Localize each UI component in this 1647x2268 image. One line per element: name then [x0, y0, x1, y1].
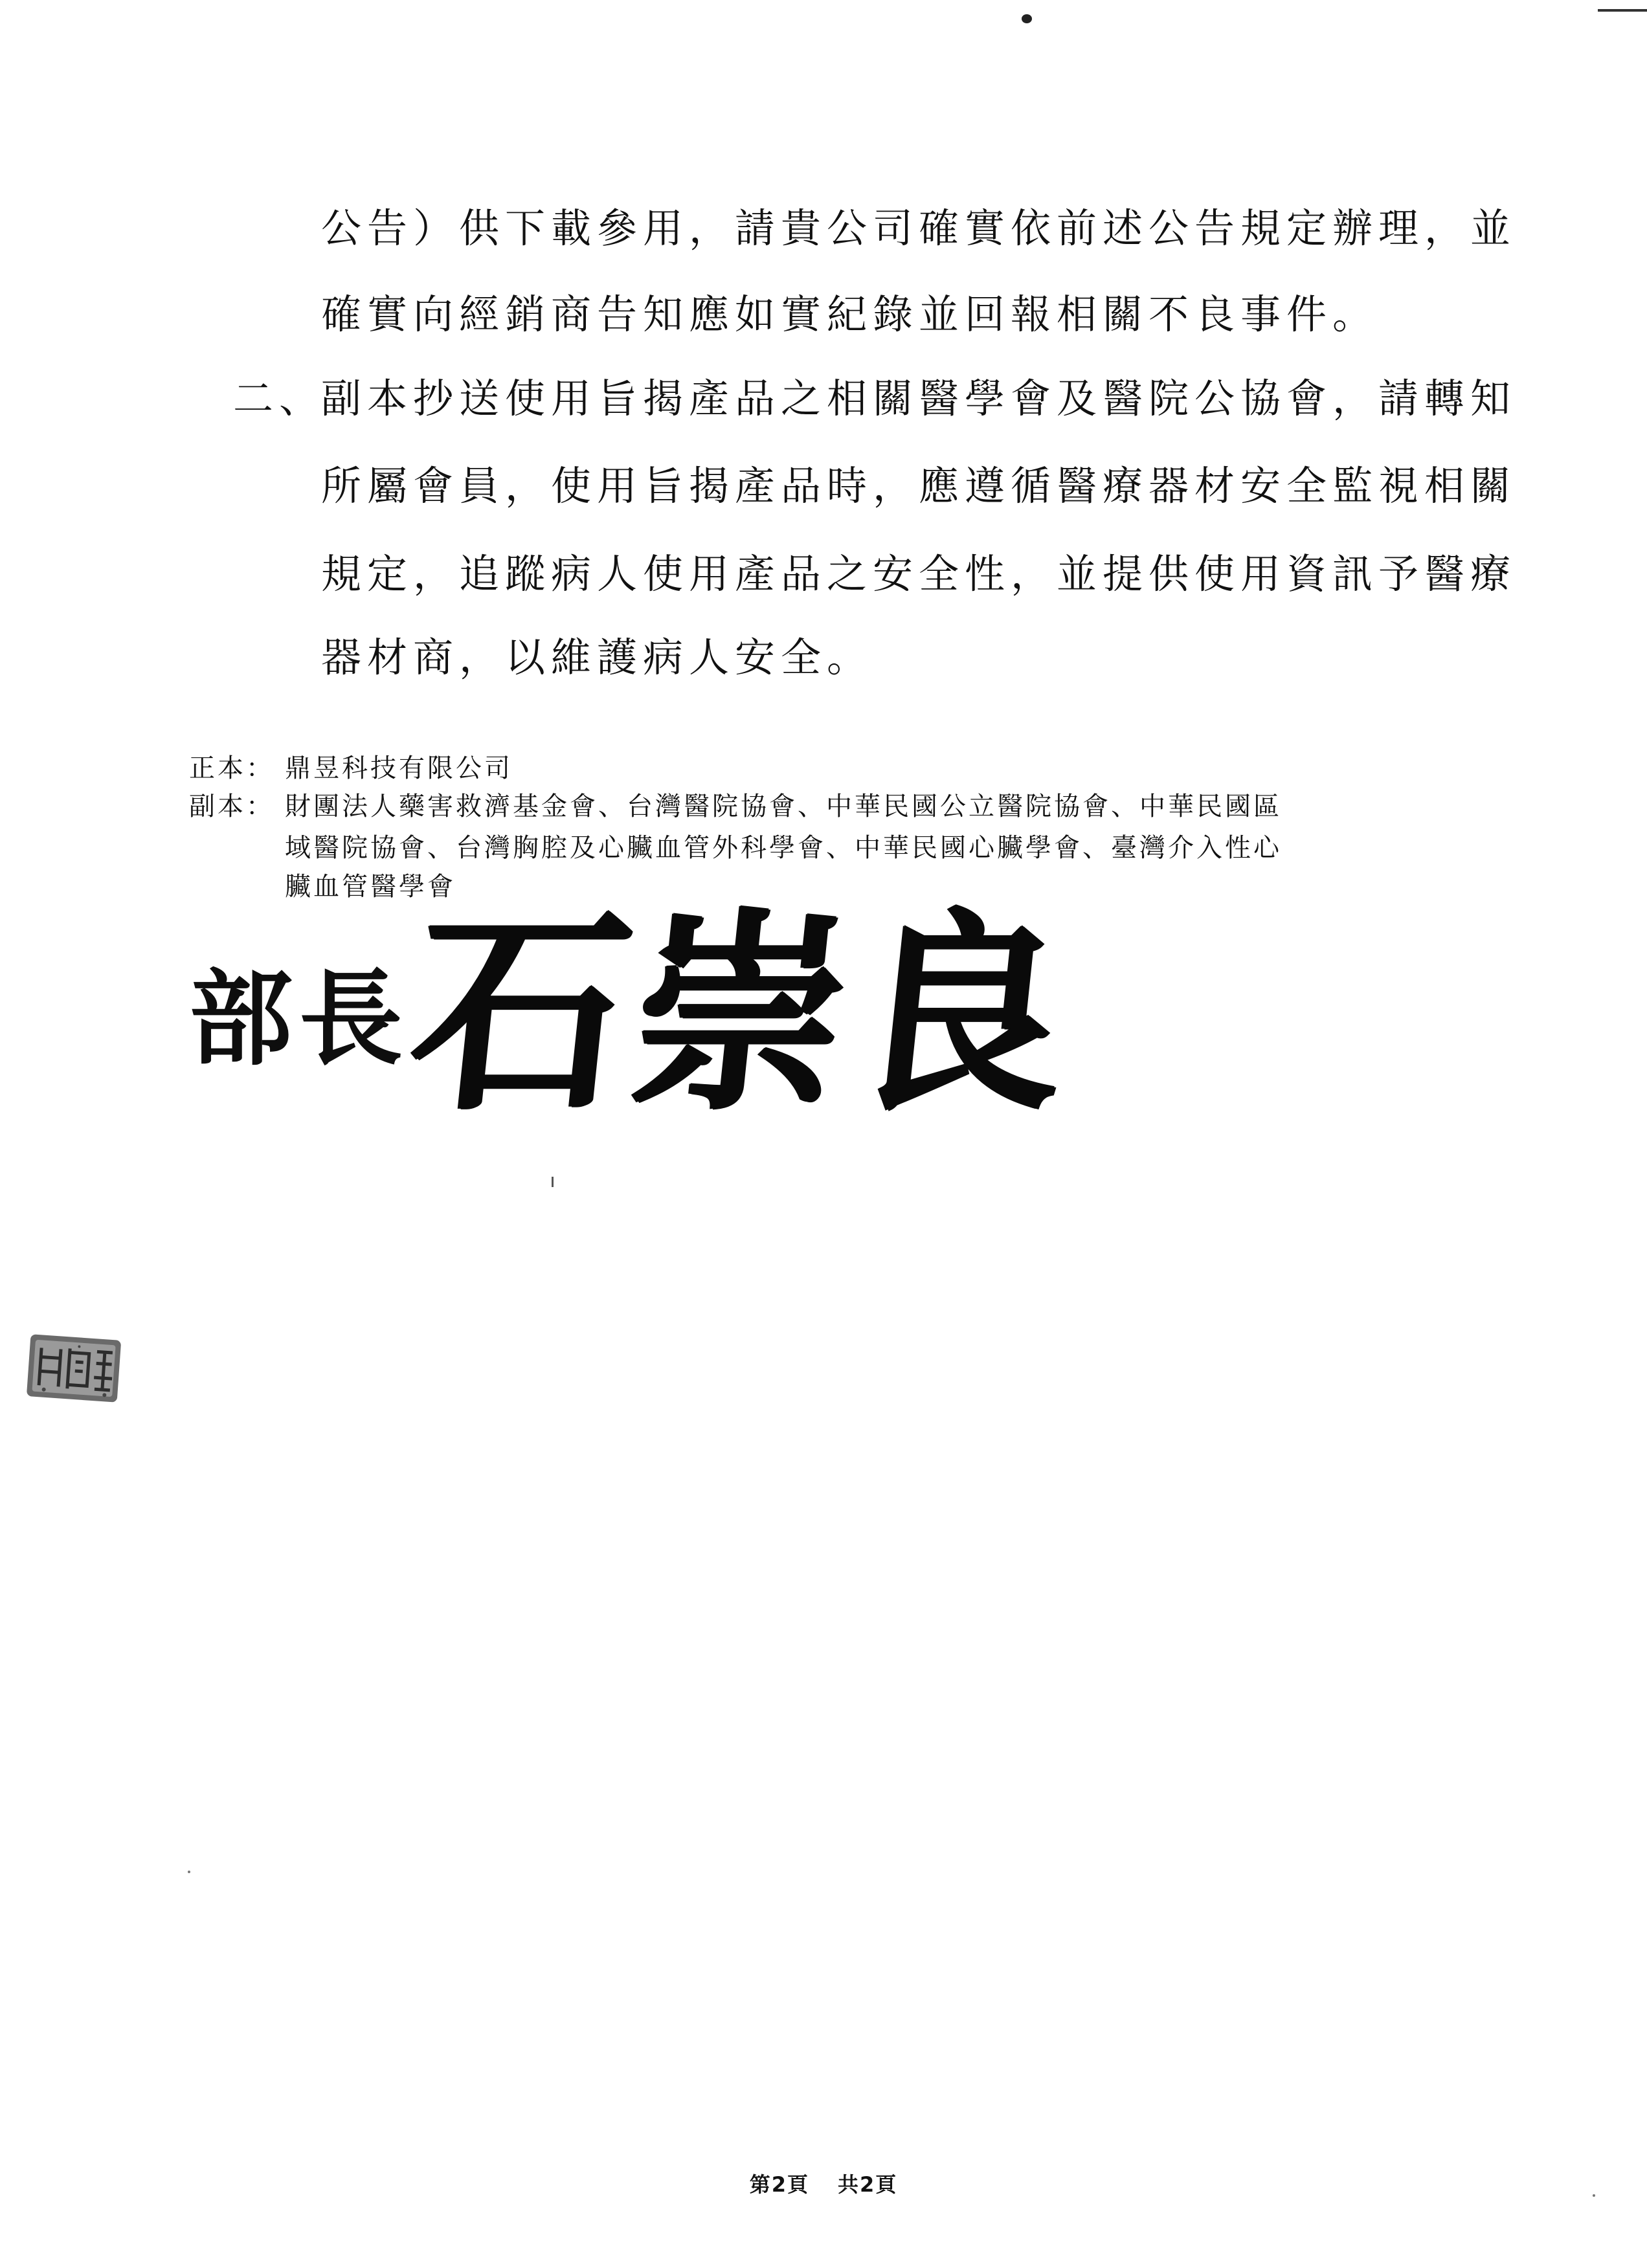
copy-recipients: 臟血管醫學會	[285, 872, 456, 902]
scan-artifact-dot	[1022, 14, 1032, 23]
page-footer	[0, 2168, 1647, 2198]
body-line: 規定，追蹤病人使用產品之安全性，並提供使用資訊予醫療	[321, 550, 1517, 597]
seal-stamp	[23, 1330, 125, 1408]
copy-recipients: 域醫院協會、台灣胸腔及心臟血管外科學會、中華民國心臟學會、臺灣介入性心	[285, 833, 1282, 863]
copy-recipients: 財團法人藥害救濟基金會、台灣醫院協會、中華民國公立醫院協會、中華民國區	[285, 792, 1282, 821]
body-line: 確實向經銷商告知應如實紀錄並回報相關不良事件。	[321, 291, 1379, 338]
body-line: 副本抄送使用旨揭產品之相關醫學會及醫院公協會，請轉知	[321, 375, 1517, 422]
signatory-name: 石崇良	[401, 887, 1084, 1139]
original-recipient: 鼎昱科技有限公司	[285, 753, 513, 783]
body-line: 所屬會員，使用旨揭產品時，應遵循醫療器材安全監視相關	[321, 462, 1517, 509]
item-number: 二、	[233, 375, 326, 422]
body-line: 器材商，以維護病人安全。	[321, 634, 873, 681]
scan-artifact-edge	[1598, 9, 1647, 12]
page-total: 共2頁	[838, 2172, 898, 2197]
signatory-title: 部長	[189, 959, 410, 1080]
page-number: 第2頁	[749, 2172, 809, 2197]
body-line: 公告）供下載參用，請貴公司確實依前述公告規定辦理，並	[321, 205, 1517, 252]
scan-artifact-tick	[552, 1177, 554, 1187]
copy-label: 副本：	[189, 792, 274, 821]
original-label: 正本：	[189, 753, 274, 783]
scan-artifact-speck	[188, 1871, 190, 1873]
